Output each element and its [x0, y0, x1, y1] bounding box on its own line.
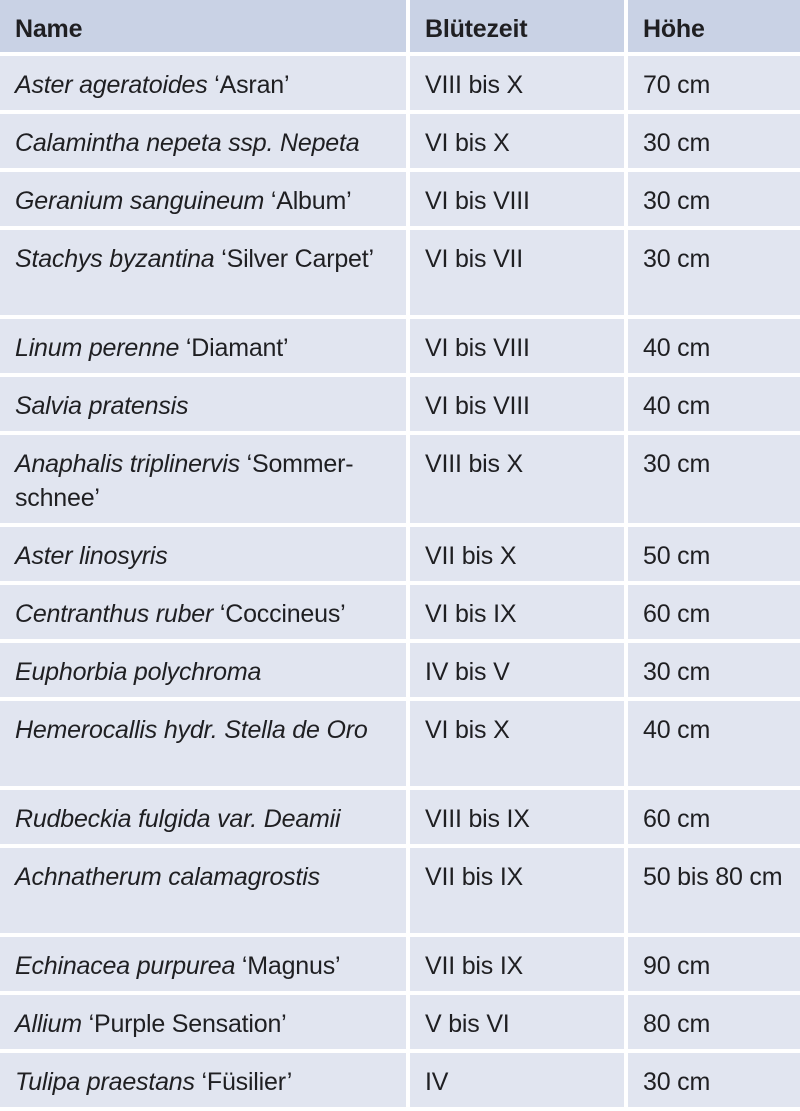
bloom-cell: VIII bis IX — [410, 790, 628, 848]
table-row — [0, 435, 800, 527]
table-row — [0, 643, 800, 701]
bloom-cell: VIII bis X — [410, 435, 628, 527]
bloom-cell: V bis VI — [410, 995, 628, 1053]
botanical-name: Euphorbia polychroma — [15, 658, 262, 686]
botanical-name: Allium — [15, 1010, 82, 1038]
table-row — [0, 701, 800, 790]
table-row — [0, 172, 800, 230]
botanical-name: Echinacea purpurea — [15, 952, 236, 980]
botanical-name: Calamintha nepeta ssp. Nepeta — [15, 129, 360, 157]
table-row — [0, 377, 800, 435]
height-cell: 40 cm — [628, 701, 800, 790]
cultivar-name: ‘Sommer-schnee’ — [15, 450, 354, 512]
botanical-name: Aster linosyris — [15, 542, 168, 570]
name-cell — [0, 1053, 410, 1111]
botanical-name: Achnatherum calamagrostis — [15, 863, 320, 891]
cultivar-name: ‘Purple Sensation’ — [81, 1010, 287, 1038]
bloom-cell: VI bis X — [410, 114, 628, 172]
bloom-cell: VIII bis X — [410, 56, 628, 114]
cultivar-name: ‘Asran’ — [207, 71, 290, 99]
height-cell: 70 cm — [628, 56, 800, 114]
table-row — [0, 937, 800, 995]
table-row — [0, 56, 800, 114]
botanical-name: Aster ageratoides — [15, 71, 208, 99]
name-cell — [0, 435, 410, 527]
cultivar-name: ‘Füsilier’ — [194, 1068, 293, 1096]
botanical-name: Salvia pratensis — [15, 392, 189, 420]
name-cell — [0, 172, 410, 230]
table-body — [0, 56, 800, 1111]
height-cell: 40 cm — [628, 377, 800, 435]
bloom-cell: VII bis IX — [410, 937, 628, 995]
botanical-name: Anaphalis triplinervis — [15, 450, 240, 478]
table-row — [0, 527, 800, 585]
name-cell — [0, 114, 410, 172]
table-row — [0, 585, 800, 643]
header-name: Name — [0, 0, 410, 56]
botanical-name: Stachys byzantina — [15, 245, 215, 273]
name-cell — [0, 643, 410, 701]
bloom-cell: IV — [410, 1053, 628, 1111]
table-row — [0, 848, 800, 937]
header-row — [0, 0, 800, 56]
bloom-cell: IV bis V — [410, 643, 628, 701]
cultivar-name: ‘Magnus’ — [235, 952, 341, 980]
botanical-name: Centranthus ruber — [15, 600, 214, 628]
height-cell: 50 cm — [628, 527, 800, 585]
height-cell: 30 cm — [628, 230, 800, 319]
table-row — [0, 230, 800, 319]
table-header — [0, 0, 800, 56]
name-cell — [0, 701, 410, 790]
bloom-cell: VI bis VIII — [410, 319, 628, 377]
cultivar-name: ‘Silver Carpet’ — [214, 245, 374, 273]
height-cell: 80 cm — [628, 995, 800, 1053]
name-cell — [0, 230, 410, 319]
cultivar-name: ‘Diamant’ — [179, 334, 289, 362]
bloom-cell: VII bis X — [410, 527, 628, 585]
cultivar-name: ‘Album’ — [264, 187, 352, 215]
botanical-name: Linum perenne — [15, 334, 180, 362]
height-cell: 30 cm — [628, 435, 800, 527]
name-cell — [0, 56, 410, 114]
table-row — [0, 790, 800, 848]
height-cell: 30 cm — [628, 114, 800, 172]
name-cell — [0, 937, 410, 995]
name-cell — [0, 848, 410, 937]
botanical-name: Rudbeckia fulgida var. Deamii — [15, 805, 341, 833]
name-cell — [0, 585, 410, 643]
name-cell — [0, 527, 410, 585]
name-cell — [0, 377, 410, 435]
bloom-cell: VI bis VII — [410, 230, 628, 319]
height-cell: 60 cm — [628, 585, 800, 643]
table-row — [0, 995, 800, 1053]
bloom-cell: VII bis IX — [410, 848, 628, 937]
botanical-name: Hemerocallis hydr. Stella de Oro — [15, 716, 368, 744]
bloom-cell: VI bis VIII — [410, 377, 628, 435]
table-row — [0, 1053, 800, 1111]
header-height: Höhe — [628, 0, 800, 56]
botanical-name: Geranium sanguineum — [15, 187, 265, 215]
height-cell: 40 cm — [628, 319, 800, 377]
cultivar-name: ‘Coccineus’ — [213, 600, 346, 628]
bloom-cell: VI bis X — [410, 701, 628, 790]
height-cell: 90 cm — [628, 937, 800, 995]
name-cell — [0, 319, 410, 377]
name-cell — [0, 790, 410, 848]
bloom-cell: VI bis IX — [410, 585, 628, 643]
bloom-cell: VI bis VIII — [410, 172, 628, 230]
height-cell: 30 cm — [628, 172, 800, 230]
botanical-name: Tulipa praestans — [15, 1068, 195, 1096]
height-cell: 30 cm — [628, 643, 800, 701]
table-row — [0, 319, 800, 377]
name-cell — [0, 995, 410, 1053]
height-cell: 60 cm — [628, 790, 800, 848]
height-cell: 50 bis 80 cm — [628, 848, 800, 937]
table-row — [0, 114, 800, 172]
header-bloom-time: Blütezeit — [410, 0, 628, 56]
height-cell: 30 cm — [628, 1053, 800, 1111]
